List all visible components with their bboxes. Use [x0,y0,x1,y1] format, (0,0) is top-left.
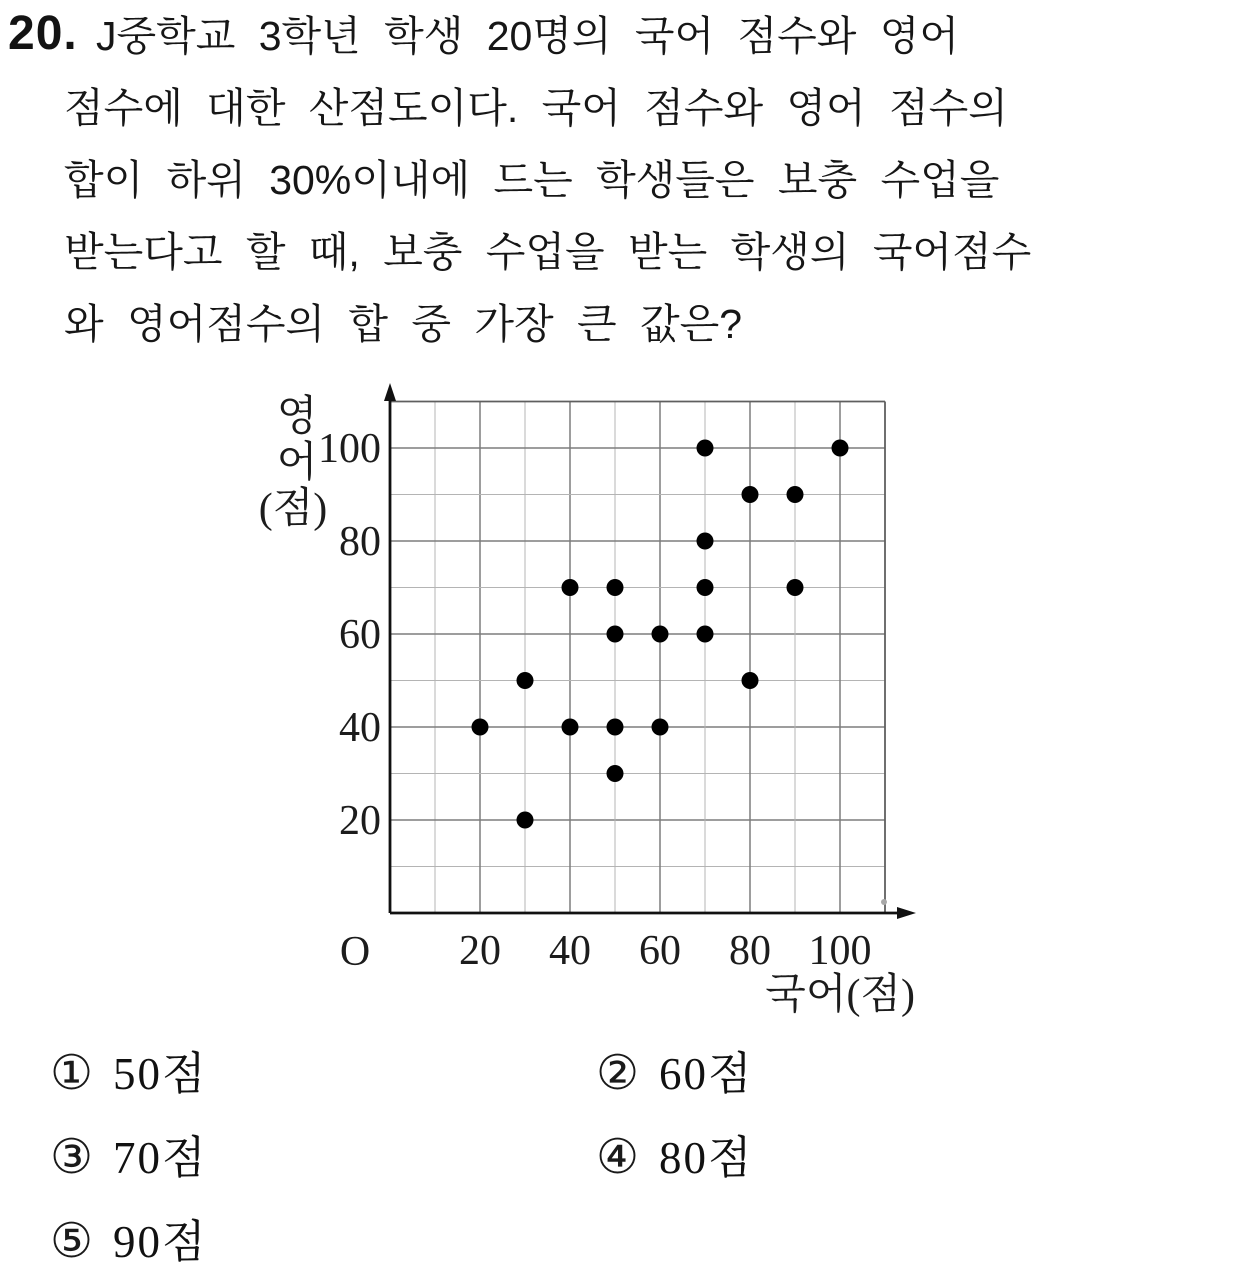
data-point [607,719,624,736]
data-point [697,579,714,596]
y-tick-label: 20 [339,798,381,844]
y-tick-label: 80 [339,519,381,565]
y-axis-title: 어 [276,440,318,486]
data-point [517,672,534,689]
data-point [607,626,624,643]
question-number: 20. [8,7,78,60]
question-line: 와 영어점수의 합 중 가장 큰 값은? [64,301,743,347]
scatter-plot-svg [255,378,945,1028]
option-2-marker: ② [596,1047,640,1100]
option-5[interactable] [50,1214,596,1270]
option-2-label: 60점 [659,1049,754,1099]
x-tick-label: 100 [808,928,872,974]
option-5-marker: ⑤ [50,1215,94,1268]
option-3-marker: ③ [50,1131,94,1184]
data-point [787,486,804,503]
data-point [607,765,624,782]
data-point [652,626,669,643]
option-1-label: 50점 [113,1049,208,1099]
question-line: 합이 하위 30%이내에 드는 학생들은 보충 수업을 [64,157,1000,203]
y-axis-title: (점) [258,486,328,532]
option-4-marker: ④ [596,1131,640,1184]
print-artifact [881,899,887,905]
data-point [787,579,804,596]
y-tick-label: 40 [339,705,381,751]
option-2[interactable] [596,1046,1196,1102]
data-point [742,486,759,503]
option-1[interactable] [50,1046,596,1102]
data-point [607,579,624,596]
data-point [562,579,579,596]
option-4-label: 80점 [659,1133,754,1183]
option-4[interactable] [596,1130,1196,1186]
option-1-marker: ① [50,1047,94,1100]
question-line: J중학교 3학년 학생 20명의 국어 점수와 영어 [96,13,959,59]
x-tick-label: 80 [729,928,771,974]
data-point [742,672,759,689]
data-point [652,719,669,736]
x-tick-label: 20 [459,928,501,974]
data-point [472,719,489,736]
question-line: 점수에 대한 산점도이다. 국어 점수와 영어 점수의 [64,85,1008,131]
option-3-label: 70점 [113,1133,208,1183]
option-5-label: 90점 [113,1217,208,1267]
data-point [697,440,714,457]
y-tick-label: 60 [339,612,381,658]
origin-label: O [339,929,371,975]
y-tick-label: 100 [318,426,381,472]
x-axis-title: 국어(점) [765,972,915,1018]
data-point [562,719,579,736]
data-point [697,533,714,550]
y-axis-title: 영 [276,394,318,440]
data-point [697,626,714,643]
x-tick-label: 40 [549,928,591,974]
x-tick-label: 60 [639,928,681,974]
scatter-plot [255,378,945,1028]
question-line: 받는다고 할 때, 보충 수업을 받는 학생의 국어점수 [64,229,1032,275]
answer-options [50,1046,1196,1270]
option-3[interactable] [50,1130,596,1186]
data-point [832,440,849,457]
question-text [64,0,1184,360]
data-point [517,812,534,829]
